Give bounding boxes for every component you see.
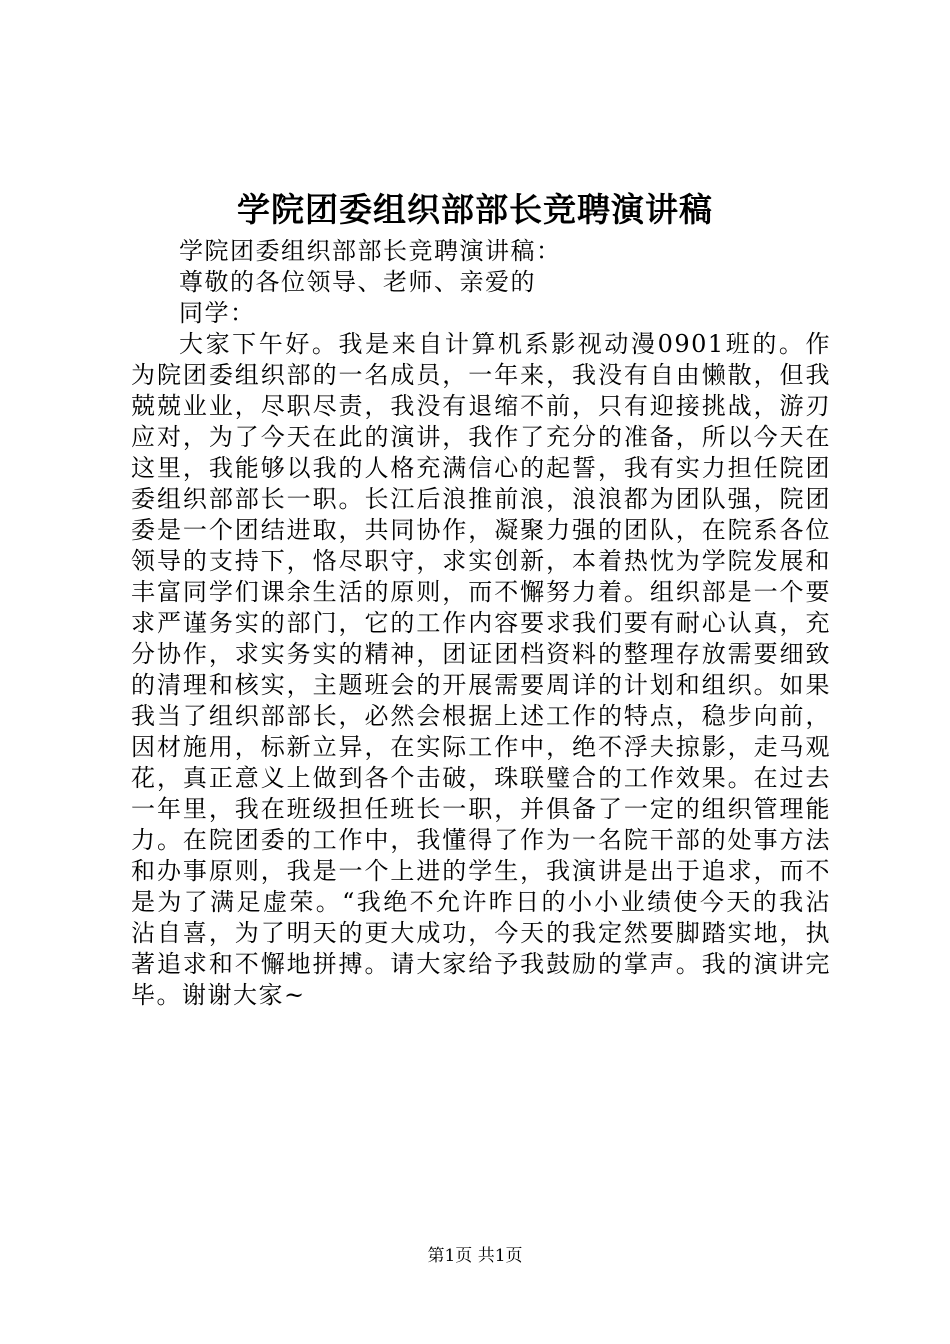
paragraph-heading: 学院团委组织部部长竞聘演讲稿： (179, 237, 562, 265)
document-title: 学院团委组织部部长竞聘演讲稿 (237, 190, 713, 229)
page-footer: 第1页 共1页 (427, 1246, 523, 1266)
paragraph-salutation-cont: 同学： (179, 299, 256, 327)
paragraph-salutation: 尊敬的各位领导、老师、亲爱的 (179, 268, 536, 296)
paragraph-main: 大家下午好。我是来自计算机系影视动漫0901班的。作为院团委组织部的一名成员，一年来，我没有自由懒散，但我兢兢业业，尽职尽责，我没有退缩不前，只有迎接挑战，游刃应对，为了今天在此的演讲，我作了充分的准备，所以今天在这里，我能够以我的人格充满信心的起誓，我有实力担任院团委组织部部长一职。长江后浪推前浪，浪浪都为团队强，院团委是一个团结进取，共同协作，凝聚力强的团队，在院系各位领导的支持下，恪尽职守，求实创新，本着热忱为学院发展和丰富同学们课余生活的原则，而不懈努力着。组织部是一个要求严谨务实的部门，它的工作内容要求我们要有耐心认真，充分协作，求实务实的精神，团证团档资料的整理存放需要细致的清理和核实，主题班会的开展需要周详的计划和组织。如果我当了组织部部长，必然会根据上述工作的特点，稳步向前，因材施用，标新立异，在实际工作中，绝不浮夫掠影，走马观花，真正意义上做到各个击破，珠联璧合的工作效果。在过去一年里，我在班级担任班长一职，并俱备了一定的组织管理能力。在院团委的工作中，我懂得了作为一名院干部的处事方法和办事原则，我是一个上进的学生，我演讲是出于追求，而不是为了满足虚荣。“我绝不允许昨日的小小业绩使今天的我沾沾自喜，为了明天的更大成功，今天的我定然要脚踏实地，执著追求和不懈地拼搏。请大家给予我鼓励的掌声。我的演讲完毕。谢谢大家~ (131, 330, 831, 1009)
document-body (131, 236, 831, 1011)
